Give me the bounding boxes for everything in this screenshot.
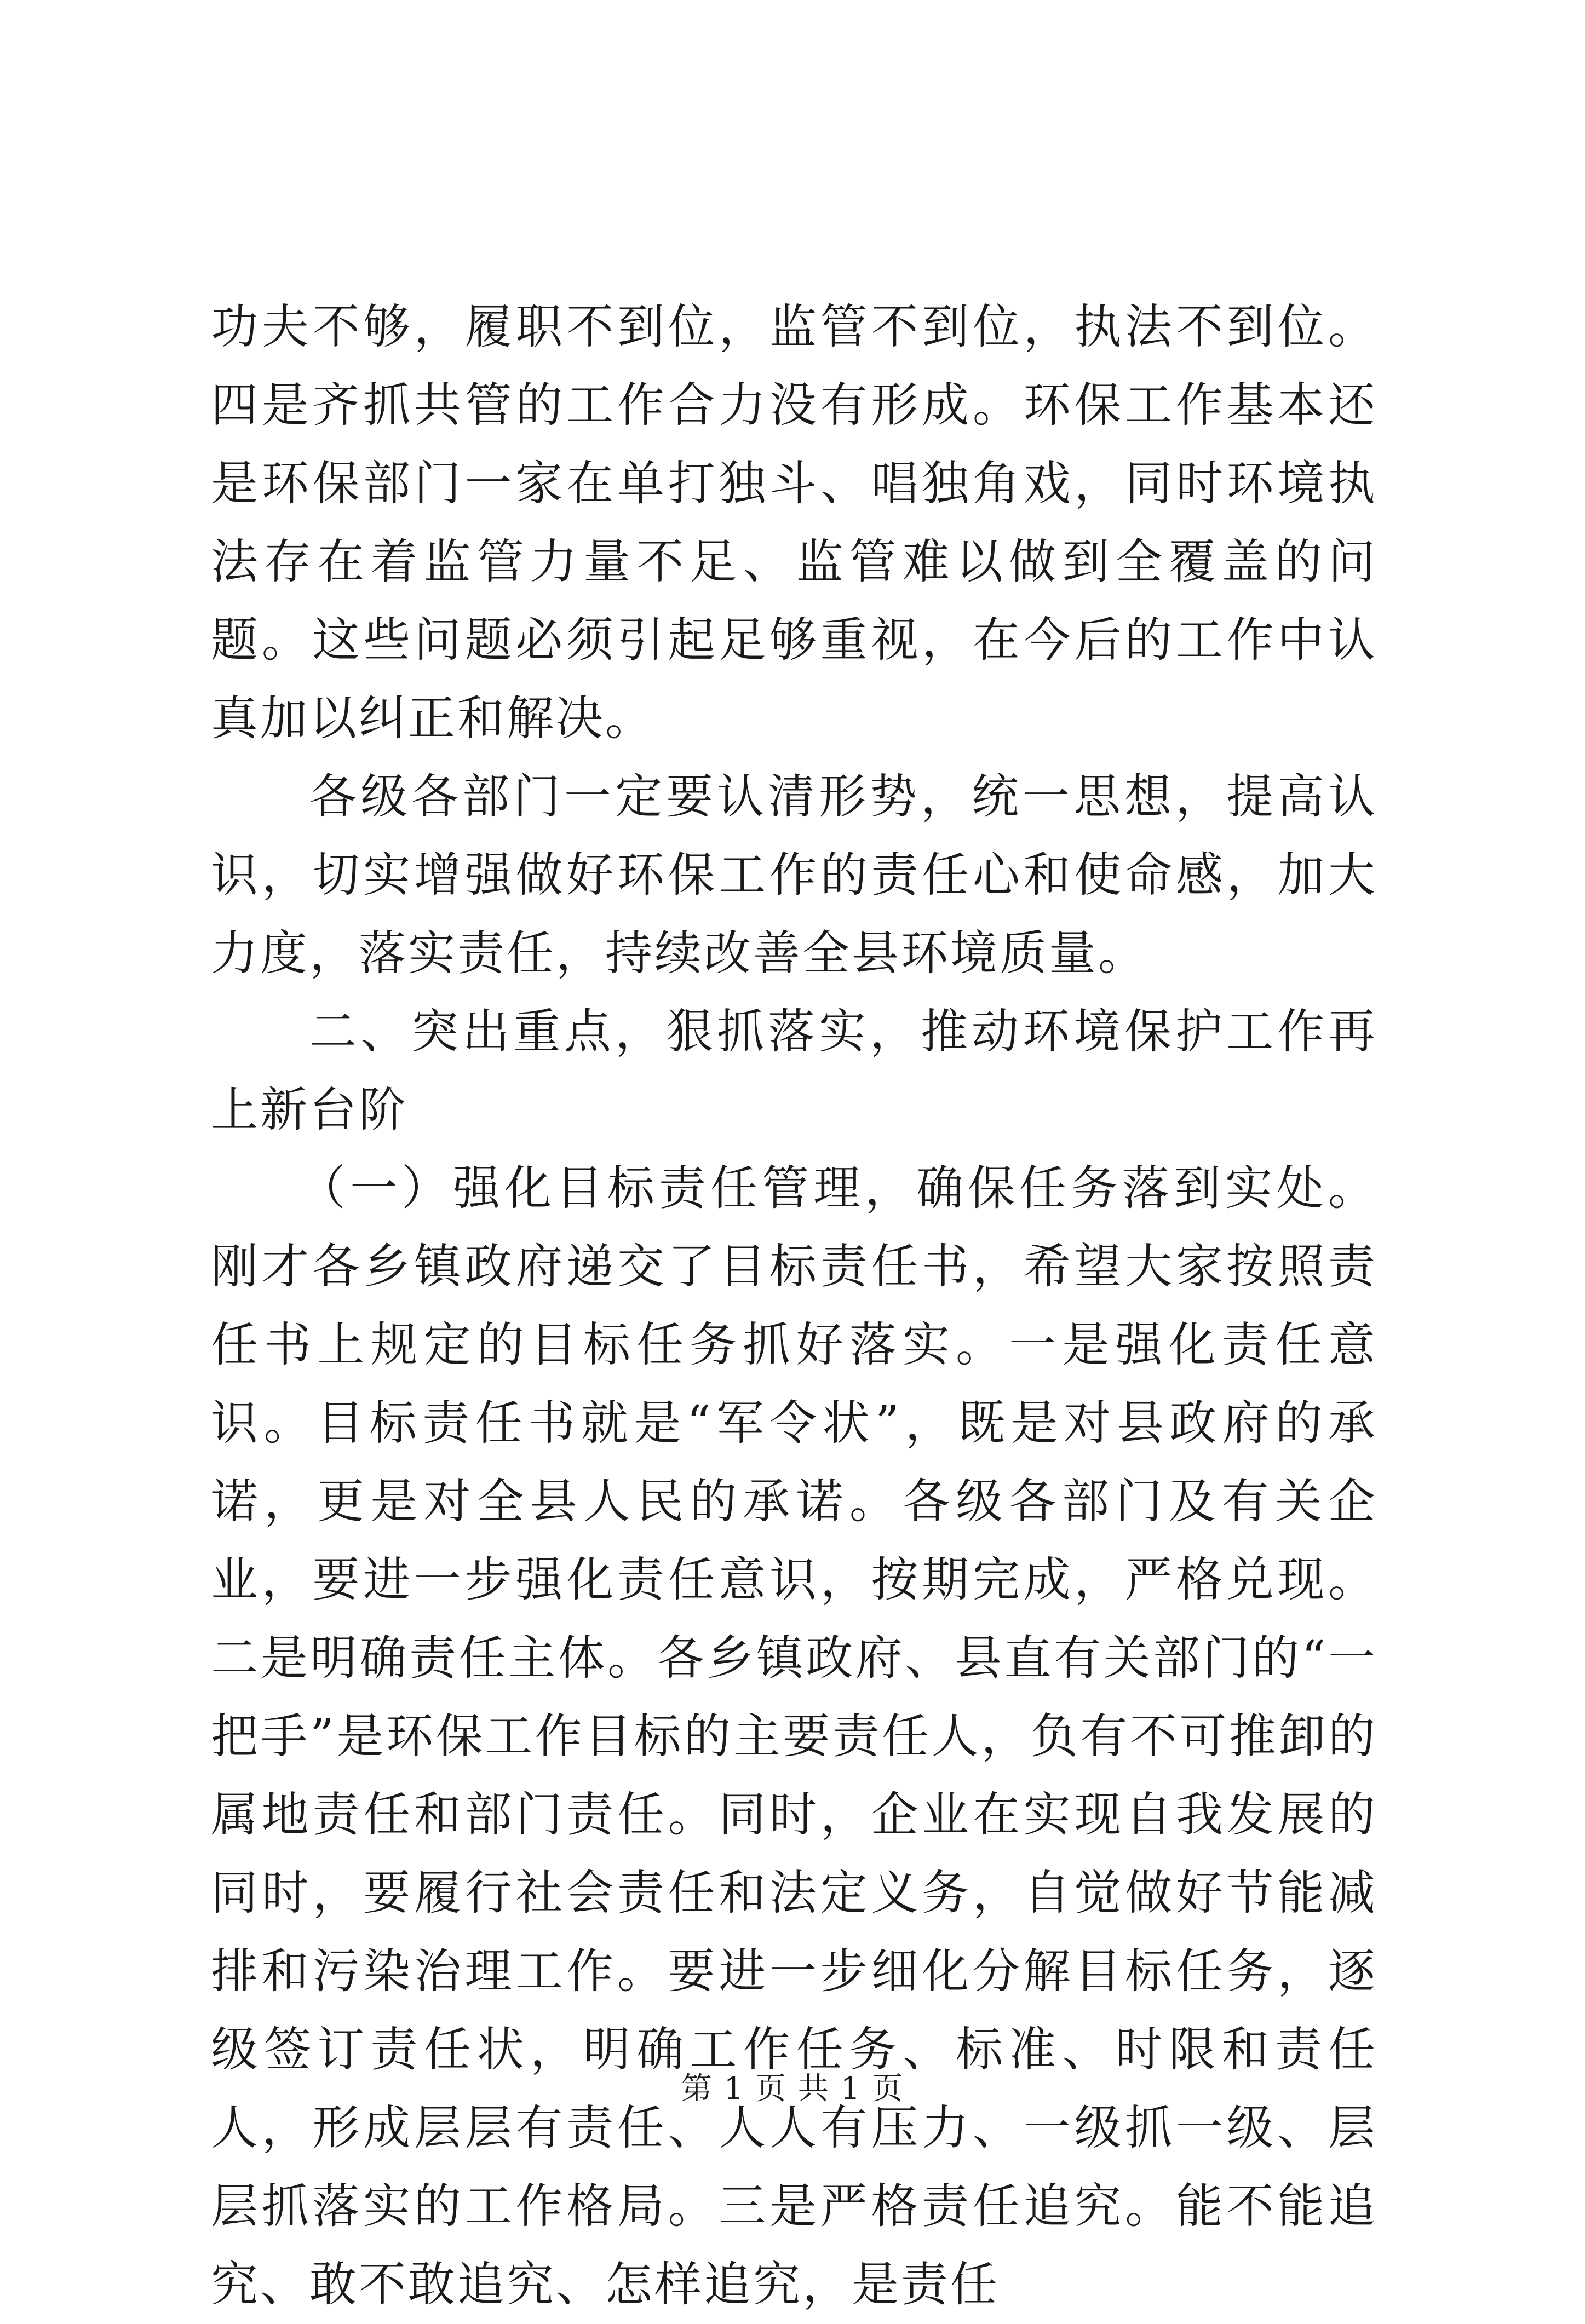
document-body: [211, 288, 1377, 2324]
page-number-label: 第 1 页 共 1 页: [681, 2071, 904, 2107]
paragraph-continuation: 功夫不够，履职不到位，监管不到位，执法不到位。四是齐抓共管的工作合力没有形成。环保工作基本还是环保部门一家在单打独斗、唱独角戏，同时环境执法存在着监管力量不足、监管难以做到全覆盖的问题。这些问题必须引起足够重视，在今后的工作中认真加以纠正和解决。: [211, 300, 1377, 746]
paragraph-target-responsibility: （一）强化目标责任管理，确保任务落到实处。刚才各乡镇政府递交了目标责任书，希望大家按照责任书上规定的目标任务抓好落实。一是强化责任意识。目标责任书就是“军令状”，既是对县政府的承诺，更是对全县人民的承诺。各级各部门及有关企业，要进一步强化责任意识，按期完成，严格兑现。二是明确责任主体。各乡镇政府、县直有关部门的“一把手”是环保工作目标的主要责任人，负有不可推卸的属地责任和部门责任。同时，企业在实现自我发展的同时，要履行社会责任和法定义务，自觉做好节能减排和污染治理工作。要进一步细化分解目标任务，逐级签订责任状，明确工作任务、标准、时限和责任人，形成层层有责任、人人有压力、一级抓一级、层层抓落实的工作格局。三是严格责任追究。能不能追究、敢不敢追究、怎样追究，是责任: [211, 1161, 1377, 2312]
paragraph-summary: 各级各部门一定要认清形势，统一思想，提高认识，切实增强做好环保工作的责任心和使命感，加大力度，落实责任，持续改善全县环境质量。: [211, 769, 1377, 981]
page-footer: [0, 2067, 1585, 2111]
section-heading: 二、突出重点，狠抓落实，推动环境保护工作再上新台阶: [211, 1004, 1377, 1137]
